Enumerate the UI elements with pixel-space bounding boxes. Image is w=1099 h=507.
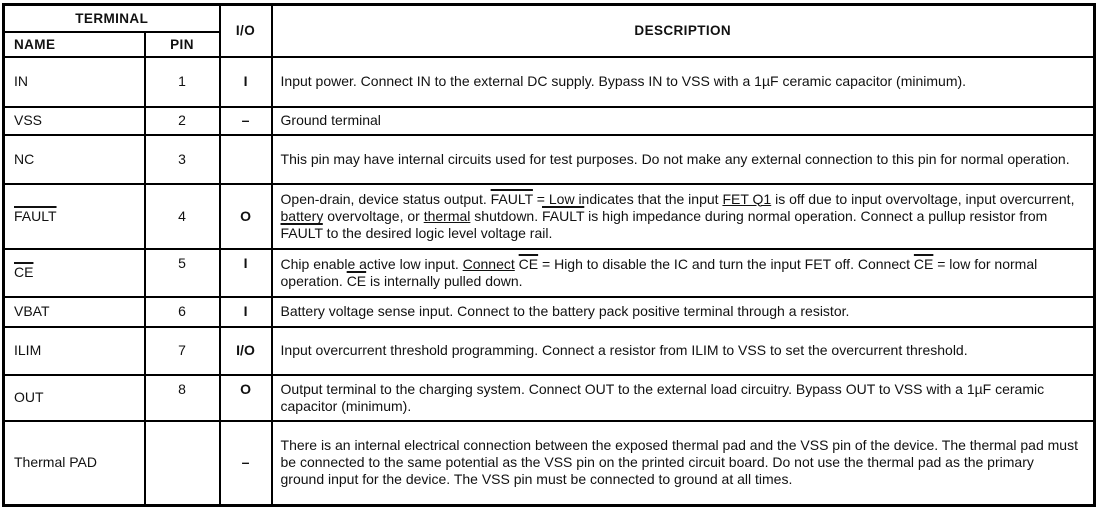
terminal-name: $\overline{CE}$ (14, 264, 34, 280)
description-text-segment: $\overline{CE}$ (913, 255, 934, 272)
pin-number-cell (145, 421, 220, 506)
terminal-name: IN (14, 73, 28, 89)
io-cell: I (220, 297, 272, 327)
pin-number-cell: 5 (145, 249, 220, 297)
io-header: I/O (220, 5, 272, 57)
io-cell: O (220, 184, 272, 249)
description-cell (272, 107, 1095, 135)
pin-number-cell: 2 (145, 107, 220, 135)
table-row (4, 107, 1095, 135)
pin-number-cell: 7 (145, 327, 220, 375)
terminal-name: VSS (14, 112, 43, 128)
description-text-segment: Open-drain, device status output. (280, 190, 491, 207)
terminal-header: TERMINAL (4, 5, 220, 32)
header-row-terminal (4, 5, 1095, 32)
terminal-name-cell (4, 249, 145, 297)
io-cell: – (220, 421, 272, 506)
terminal-name: ILIM (14, 342, 42, 358)
description-text-segment: to the desired logic level voltage rail. (322, 224, 553, 241)
terminal-name-cell (4, 184, 145, 249)
pin-function-table (2, 3, 1096, 507)
description-text-segment: Input overcurrent threshold programming. Connect a resistor from ILIM to VSS to set the overcurrent threshold. (280, 342, 968, 358)
terminal-name: VBAT (14, 303, 50, 319)
table-body (4, 57, 1095, 506)
terminal-name-cell (4, 421, 145, 506)
description-text-segment: is internally pulled down. (366, 272, 523, 289)
description-text-segment: is off due to input overvoltage, input overcurrent, battery overvoltage, or (280, 190, 1075, 224)
name-header: NAME (4, 32, 145, 57)
table-row (4, 135, 1095, 184)
description-text-segment: This pin may have internal circuits used for test purposes. Do not make any external connection to this pin for normal operation. (280, 150, 1070, 167)
description-cell (272, 249, 1095, 297)
description-cell (272, 57, 1095, 107)
description-cell (272, 327, 1095, 375)
terminal-name: NC (14, 150, 35, 167)
pin-header: PIN (145, 32, 220, 57)
pin-number-cell: 3 (145, 135, 220, 184)
pin-number-cell: 8 (145, 375, 220, 421)
io-cell: I (220, 249, 272, 297)
table-header (4, 5, 1095, 57)
description-text-segment: FAULT (542, 207, 585, 224)
terminal-name-cell (4, 297, 145, 327)
description-text-segment: thermal (423, 207, 471, 224)
io-cell: O (220, 375, 272, 421)
terminal-name-cell (4, 375, 145, 421)
table-row (4, 327, 1095, 375)
description-cell (272, 297, 1095, 327)
terminal-name-cell (4, 135, 145, 184)
table-row (4, 249, 1095, 297)
description-text-segment: is high impedance during normal operation. Connect a pullup resistor from (584, 207, 1048, 224)
terminal-name: FAULT (14, 207, 57, 224)
description-text-segment: Output terminal to the charging system. Connect OUT to the external load circuitry. Bypass OUT to VSS with a 1µF ceramic capacitor (minimum). (280, 380, 1045, 414)
description-cell (272, 421, 1095, 506)
description-cell (272, 184, 1095, 249)
table-row (4, 375, 1095, 421)
pin-number-cell: 6 (145, 297, 220, 327)
description-text-segment: Battery voltage sense input. Connect to the battery pack positive terminal through a resistor. (280, 303, 850, 319)
description-text-segment: = low for normal operation. (280, 255, 1038, 289)
description-text-segment: = High to disable the IC and turn the input FET off. Connect (538, 255, 914, 272)
description-text-segment: Ground terminal (280, 112, 381, 128)
description-text-segment: Input power. Connect IN to the external DC supply. Bypass IN to VSS with a 1µF ceramic capacitor (minimum). (280, 73, 967, 89)
description-text-segment: FAULT (280, 224, 323, 241)
io-cell: – (220, 107, 272, 135)
terminal-name: OUT (14, 389, 44, 405)
description-text-segment: = Low indicates that the input (532, 190, 723, 207)
description-cell (272, 375, 1095, 421)
io-cell (220, 135, 272, 184)
terminal-name-cell (4, 57, 145, 107)
description-text-segment: FET Q1 (722, 190, 772, 207)
terminal-name-cell (4, 327, 145, 375)
description-header: DESCRIPTION (272, 5, 1095, 57)
table-row (4, 57, 1095, 107)
description-text-segment: $\overline{CE}$ (346, 272, 367, 289)
description-text-segment: FAULT (490, 190, 533, 207)
terminal-name: Thermal PAD (14, 454, 97, 471)
table-row (4, 184, 1095, 249)
description-cell (272, 135, 1095, 184)
pin-number-cell: 1 (145, 57, 220, 107)
table-row (4, 297, 1095, 327)
description-text-segment: shutdown. (470, 207, 542, 224)
description-text-segment: There is an internal electrical connection between the exposed thermal pad and the VSS pin of the device. The thermal pad must be connected to the same potential as the VSS pin on the printed circuit board. Do not use the thermal pad as the primary ground input for the device. The VSS pin must be connected to ground at all times. (280, 437, 1078, 488)
io-cell: I/O (220, 327, 272, 375)
description-text-segment: $\overline{CE}$ (518, 255, 539, 272)
table-row (4, 421, 1095, 506)
terminal-name-cell (4, 107, 145, 135)
pin-number-cell: 4 (145, 184, 220, 249)
description-text-segment: Chip enable active low input. (280, 255, 463, 272)
io-cell: I (220, 57, 272, 107)
description-text-segment: Connect (462, 255, 515, 272)
